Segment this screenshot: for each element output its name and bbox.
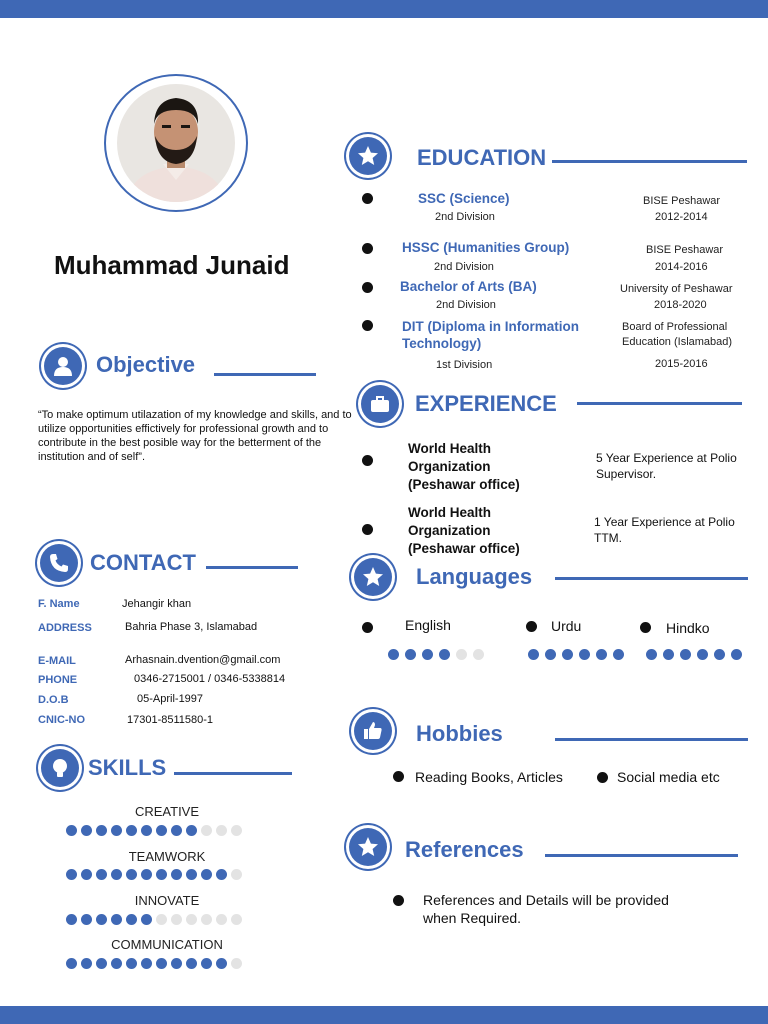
- lightbulb-icon: [48, 756, 72, 780]
- bullet: [362, 524, 373, 535]
- level-dot-empty: [186, 914, 197, 925]
- level-dot-filled: [141, 958, 152, 969]
- level-dot-filled: [81, 869, 92, 880]
- education-degree: HSSC (Humanities Group): [402, 240, 570, 255]
- level-dot-filled: [201, 869, 212, 880]
- thumbs-up-icon: [361, 719, 385, 743]
- contact-label: ADDRESS: [38, 622, 92, 634]
- bullet: [362, 193, 373, 204]
- level-dot-filled: [663, 649, 674, 660]
- skill-level: [66, 914, 242, 925]
- experience-org: World Health Organization (Peshawar office): [408, 441, 520, 492]
- level-dot-filled: [596, 649, 607, 660]
- education-degree: Bachelor of Arts (BA): [400, 279, 537, 294]
- level-dot-empty: [201, 914, 212, 925]
- contact-value: Jehangir khan: [122, 598, 192, 610]
- contact-label: CNIC-NO: [38, 714, 86, 726]
- candidate-name: Muhammad Junaid: [54, 250, 290, 280]
- level-dot-filled: [111, 914, 122, 925]
- education-rule: [552, 160, 747, 163]
- level-dot-empty: [201, 825, 212, 836]
- level-dot-empty: [456, 649, 467, 660]
- objective-title: Objective: [96, 352, 196, 377]
- level-dot-filled: [81, 914, 92, 925]
- education-years: 2018-2020: [654, 299, 707, 311]
- level-dot-filled: [422, 649, 433, 660]
- level-dot-filled: [405, 649, 416, 660]
- contact-label: D.O.B: [38, 694, 69, 706]
- level-dot-filled: [216, 869, 227, 880]
- level-dot-filled: [96, 958, 107, 969]
- user-icon: [51, 354, 75, 378]
- phone-icon: [47, 551, 71, 575]
- level-dot-filled: [697, 649, 708, 660]
- references-rule: [545, 854, 738, 857]
- experience-detail: 5 Year Experience at Polio Supervisor.: [596, 451, 737, 481]
- level-dot-filled: [96, 869, 107, 880]
- top-bar: [0, 0, 768, 18]
- level-dot-filled: [126, 914, 137, 925]
- bullet: [393, 895, 404, 906]
- level-dot-filled: [81, 958, 92, 969]
- contact-title: CONTACT: [90, 550, 196, 575]
- level-dot-filled: [111, 825, 122, 836]
- education-degree: SSC (Science): [418, 191, 510, 206]
- level-dot-filled: [111, 869, 122, 880]
- experience-section-icon: [358, 382, 402, 426]
- level-dot-filled: [579, 649, 590, 660]
- level-dot-filled: [545, 649, 556, 660]
- level-dot-filled: [141, 825, 152, 836]
- references-text: References and Details will be provided when Required.: [423, 892, 669, 926]
- level-dot-filled: [156, 958, 167, 969]
- skill-level: [66, 825, 242, 836]
- objective-section-icon: [41, 344, 85, 388]
- skill-name: INNOVATE: [134, 893, 200, 908]
- level-dot-filled: [646, 649, 657, 660]
- level-dot-filled: [126, 869, 137, 880]
- education-board: BISE Peshawar: [643, 195, 721, 207]
- language-name: Hindko: [666, 620, 710, 636]
- education-division: 1st Division: [436, 359, 493, 371]
- level-dot-filled: [186, 958, 197, 969]
- level-dot-empty: [216, 825, 227, 836]
- language-level: [646, 649, 742, 660]
- bottom-bar: [0, 1006, 768, 1024]
- level-dot-filled: [680, 649, 691, 660]
- skill-name: CREATIVE: [134, 804, 200, 819]
- contact-value: 17301-8511580-1: [127, 714, 214, 726]
- education-years: 2012-2014: [655, 211, 708, 223]
- level-dot-filled: [81, 825, 92, 836]
- bullet: [362, 282, 373, 293]
- contact-section-icon: [37, 541, 81, 585]
- level-dot-filled: [562, 649, 573, 660]
- level-dot-empty: [473, 649, 484, 660]
- hobby-item: Reading Books, Articles: [415, 769, 563, 785]
- contact-value: Arhasnain.dvention@gmail.com: [125, 654, 281, 666]
- level-dot-empty: [216, 914, 227, 925]
- star-icon: [356, 835, 380, 859]
- level-dot-filled: [613, 649, 624, 660]
- bullet: [526, 621, 537, 632]
- education-board: BISE Peshawar: [646, 244, 724, 256]
- level-dot-filled: [186, 825, 197, 836]
- skill-name: TEAMWORK: [128, 849, 206, 864]
- languages-section-icon: [351, 555, 395, 599]
- skills-section-icon: [38, 746, 82, 790]
- level-dot-filled: [126, 825, 137, 836]
- language-level: [388, 649, 484, 660]
- level-dot-empty: [231, 869, 242, 880]
- level-dot-filled: [66, 914, 77, 925]
- level-dot-filled: [528, 649, 539, 660]
- hobby-item: Social media etc: [617, 769, 720, 785]
- level-dot-filled: [171, 825, 182, 836]
- level-dot-filled: [186, 869, 197, 880]
- level-dot-filled: [66, 869, 77, 880]
- experience-org: World Health Organization (Peshawar office): [408, 505, 520, 556]
- references-title: References: [405, 837, 524, 862]
- education-division: 2nd Division: [434, 261, 494, 273]
- education-board: Board of Professional Education (Islamabad): [622, 321, 733, 348]
- profile-photo-icon: [117, 84, 235, 202]
- contact-label: PHONE: [38, 674, 78, 686]
- bullet: [362, 455, 373, 466]
- contact-rule: [206, 566, 298, 569]
- education-board: University of Peshawar: [620, 283, 733, 295]
- references-section-icon: [346, 825, 390, 869]
- level-dot-filled: [126, 958, 137, 969]
- level-dot-filled: [156, 825, 167, 836]
- level-dot-filled: [111, 958, 122, 969]
- level-dot-filled: [388, 649, 399, 660]
- level-dot-filled: [66, 825, 77, 836]
- contact-label: E-MAIL: [38, 655, 76, 667]
- bullet: [597, 772, 608, 783]
- education-title: EDUCATION: [417, 145, 547, 170]
- skill-name: COMMUNICATION: [111, 937, 223, 952]
- level-dot-empty: [231, 958, 242, 969]
- briefcase-icon: [368, 392, 392, 416]
- experience-detail: 1 Year Experience at Polio TTM.: [594, 515, 735, 545]
- bullet: [640, 622, 651, 633]
- education-years: 2015-2016: [655, 358, 708, 370]
- languages-title: Languages: [416, 564, 533, 589]
- level-dot-filled: [141, 914, 152, 925]
- languages-rule: [555, 577, 748, 580]
- skill-level: [66, 958, 242, 969]
- education-degree: DIT (Diploma in Information Technology): [402, 319, 579, 351]
- contact-value: 0346-2715001 / 0346-5338814: [134, 673, 286, 685]
- contact-value: Bahria Phase 3, Islamabad: [125, 621, 258, 633]
- bullet: [362, 320, 373, 331]
- level-dot-filled: [66, 958, 77, 969]
- education-division: 2nd Division: [435, 211, 495, 223]
- experience-rule: [577, 402, 742, 405]
- level-dot-filled: [171, 958, 182, 969]
- skills-title: SKILLS: [88, 755, 167, 780]
- level-dot-filled: [171, 869, 182, 880]
- bullet: [362, 243, 373, 254]
- objective-rule: [214, 373, 316, 376]
- avatar: [104, 74, 248, 212]
- level-dot-filled: [96, 825, 107, 836]
- hobbies-section-icon: [351, 709, 395, 753]
- language-name: English: [405, 617, 451, 633]
- bullet: [362, 622, 373, 633]
- level-dot-filled: [216, 958, 227, 969]
- skill-level: [66, 869, 242, 880]
- contact-label: F. Name: [38, 598, 80, 610]
- level-dot-filled: [201, 958, 212, 969]
- level-dot-filled: [96, 914, 107, 925]
- level-dot-filled: [731, 649, 742, 660]
- language-name: Urdu: [551, 618, 582, 634]
- contact-value: 05-April-1997: [137, 693, 204, 705]
- star-icon: [361, 565, 385, 589]
- experience-title: EXPERIENCE: [415, 391, 557, 416]
- language-level: [528, 649, 624, 660]
- level-dot-filled: [141, 869, 152, 880]
- level-dot-empty: [171, 914, 182, 925]
- level-dot-filled: [439, 649, 450, 660]
- objective-text: “To make optimum utilazation of my knowledge and skills, and to utilize opportunities effictively for professional growth and to contribute in the best posible way for the betterment of the institution and of self”.: [38, 409, 352, 463]
- education-division: 2nd Division: [436, 299, 496, 311]
- education-years: 2014-2016: [655, 261, 708, 273]
- level-dot-empty: [156, 914, 167, 925]
- bullet: [393, 771, 404, 782]
- level-dot-empty: [231, 914, 242, 925]
- level-dot-filled: [156, 869, 167, 880]
- level-dot-empty: [231, 825, 242, 836]
- hobbies-title: Hobbies: [416, 721, 503, 746]
- skills-rule: [174, 772, 292, 775]
- star-icon: [356, 144, 380, 168]
- level-dot-filled: [714, 649, 725, 660]
- hobbies-rule: [555, 738, 748, 741]
- education-section-icon: [346, 134, 390, 178]
